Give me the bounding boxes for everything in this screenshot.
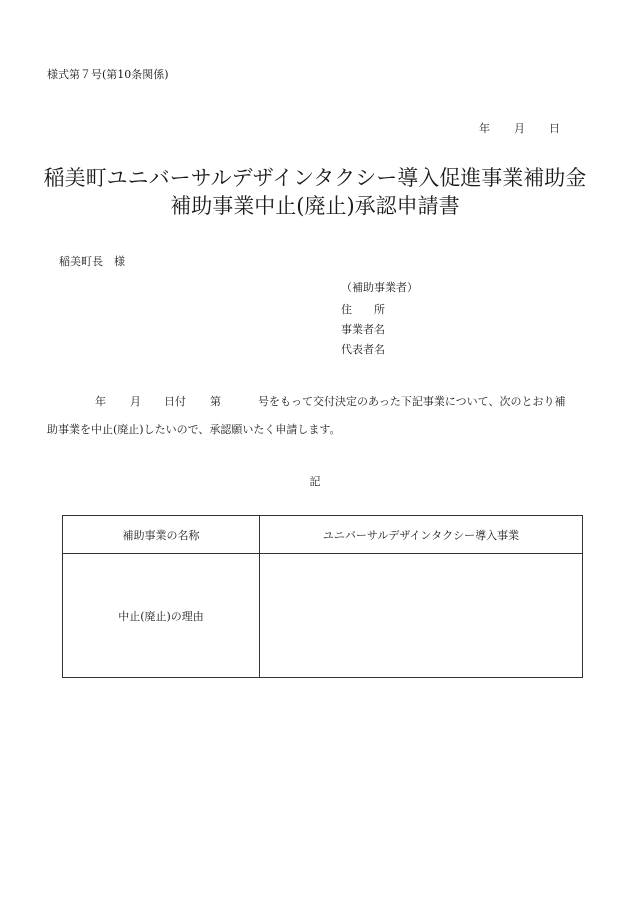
date-year-label: 年 bbox=[479, 122, 490, 135]
project-name-label: 補助事業の名称 bbox=[63, 516, 260, 554]
applicant-address-label: 住 所 bbox=[341, 303, 385, 316]
ki-heading: 記 bbox=[309, 475, 321, 488]
reason-value-field bbox=[260, 554, 583, 678]
table-row bbox=[63, 554, 583, 678]
document-title-line2: 補助事業中止(廃止)承認申請書 bbox=[170, 194, 460, 218]
body-paragraph-line2: 助事業を中止(廃止)したいので、承認願いたく申請します。 bbox=[47, 423, 341, 436]
document-title-line1: 稲美町ユニバーサルデザインタクシー導入促進事業補助金 bbox=[43, 166, 587, 190]
body-month: 月 bbox=[130, 395, 141, 408]
body-number-prefix: 第 bbox=[210, 395, 221, 408]
applicant-heading: （補助事業者） bbox=[341, 281, 418, 294]
table-row bbox=[63, 516, 583, 554]
date-month-label: 月 bbox=[514, 122, 525, 135]
addressee: 稲美町長 様 bbox=[59, 255, 125, 268]
project-info-table bbox=[62, 515, 583, 678]
body-paragraph-line1 bbox=[0, 393, 630, 409]
project-name-value: ユニバーサルデザインタクシー導入事業 bbox=[260, 516, 583, 554]
form-number: 様式第７号(第10条関係) bbox=[47, 68, 169, 81]
applicant-business-name-label: 事業者名 bbox=[341, 323, 385, 336]
applicant-representative-label: 代表者名 bbox=[341, 343, 385, 356]
date-day-label: 日 bbox=[549, 122, 560, 135]
reason-label: 中止(廃止)の理由 bbox=[63, 554, 260, 678]
body-day: 日付 bbox=[164, 395, 186, 408]
body-year: 年 bbox=[95, 395, 106, 408]
body-line1-text: 号をもって交付決定のあった下記事業について、次のとおり補 bbox=[258, 395, 566, 408]
